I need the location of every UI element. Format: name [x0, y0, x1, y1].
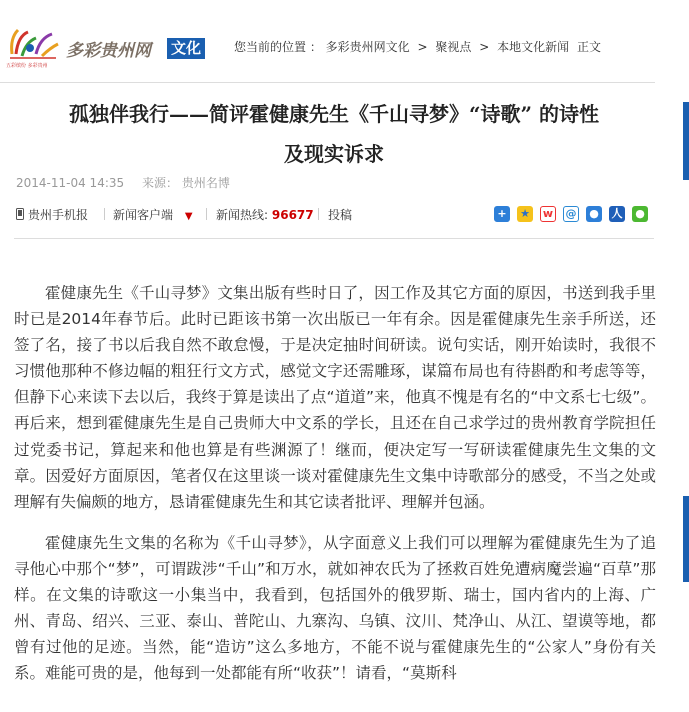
news-client-dropdown[interactable]	[113, 206, 193, 223]
people-icon[interactable]: 人	[609, 206, 625, 222]
breadcrumb-separator: >	[417, 40, 428, 54]
mobile-news-label: 贵州手机报	[28, 208, 89, 222]
breadcrumb-item-local-news[interactable]: 本地文化新闻	[497, 40, 570, 54]
breadcrumb	[234, 38, 601, 55]
breadcrumb-item-focus[interactable]: 聚视点	[435, 40, 472, 54]
article-paragraph: 霍健康先生文集的名称为《千山寻梦》，从字面意义上我们可以理解为霍健康先生为了追寻他心中那个“梦”，可谓跋涉“千山”和万水，就如神农氏为了拯救百姓免遭病魔尝遍“百草”那样。在文集的诗歌这一小集当中，我看到，包括国外的俄罗斯、瑞士，国内省内的上海、广州、青岛、绍兴、三亚、泰山、普陀山、九寨沟、乌镇、汶川、梵净山、从江、望谟等地，都曾有过他的足迹。当然，能“造访”这么多地方，不能不说与霍健康先生的“公家人”身份有关系。难能可贵的是，他每到一处都能有所“收获”！请看，“莫斯科	[14, 533, 656, 683]
news-hotline	[216, 206, 314, 223]
news-client-label: 新闻客户端	[113, 208, 174, 222]
plus-share-icon[interactable]: +	[494, 206, 510, 222]
article-paragraph: 霍健康先生《千山寻梦》文集出版有些时日了，因工作及其它方面的原因，书送到我手里时已是2014年春节后。此时已距该书第一次出版已一年有余。因是霍健康先生亲手所送，还签了名，接了书以后我自然不敢怠慢，于是决定抽时间研读。说句实话，刚开始读时，我很不习惯他那种不修边幅的粗狂行文方式，感觉文字还需雕琢，谋篇布局也有待斟酌和考虑等等，但静下心来读下去以后，我终于算是读出了点“道道”来，他真不愧是有名的“中文系七七级”。再后来，想到霍健康先生是自己贵师大中文系的学长，且还在自己求学过的贵州教育学院担任过党委书记，算起来和他也算是有些渊源了！继而，便决定写一写研读霍健康先生文集的文章。因爱好方面原因，笔者仅在这里谈一谈对霍健康先生文集中诗歌部分的感受，不当之处或理解有失偏颇的地方，恳请霍健康先生和其它读者批评、理解并包涵。	[14, 284, 656, 511]
article-title-line-2: 及现实诉求	[284, 142, 384, 166]
content-divider	[14, 238, 654, 239]
chevron-down-icon: ▼	[184, 211, 193, 222]
toolbar-divider	[104, 208, 105, 220]
tencent-weibo-icon[interactable]: @	[563, 206, 579, 222]
renren-icon[interactable]: ●	[586, 206, 602, 222]
phone-icon	[16, 208, 24, 220]
article-source-label: 来源：	[141, 176, 178, 190]
article-body	[14, 280, 656, 701]
article-title-line-1: 孤独伴我行——简评霍健康先生《千山寻梦》“诗歌” 的诗性	[69, 102, 599, 126]
article-title	[14, 94, 654, 174]
site-header	[0, 0, 689, 80]
toolbar-divider	[318, 208, 319, 220]
breadcrumb-item-culture[interactable]: 多彩贵州网文化	[325, 40, 410, 54]
breadcrumb-separator: >	[479, 40, 490, 54]
article-source[interactable]: 贵州名博	[181, 176, 230, 190]
submit-article-link[interactable]: 投稿	[328, 208, 353, 222]
mobile-news-link[interactable]	[16, 206, 88, 223]
wechat-icon[interactable]: ●	[632, 206, 648, 222]
side-float-tab[interactable]	[683, 496, 689, 582]
site-logo[interactable]	[6, 24, 216, 70]
qzone-icon[interactable]: ★	[517, 206, 533, 222]
logo-channel-badge: 文化	[167, 38, 205, 59]
hotline-label: 新闻热线:	[216, 208, 269, 222]
header-divider	[0, 82, 655, 83]
breadcrumb-item-current: 正文	[576, 40, 601, 54]
hotline-number: 96677	[271, 208, 314, 222]
article-date: 2014-11-04 14:35	[16, 176, 125, 190]
breadcrumb-prefix: 您当前的位置 ：	[234, 40, 322, 54]
side-float-tab[interactable]	[683, 102, 689, 180]
article-toolbar	[16, 206, 656, 226]
logo-text: 多彩贵州网	[66, 41, 151, 61]
toolbar-divider	[206, 208, 207, 220]
article-meta	[16, 174, 230, 191]
weibo-icon[interactable]: w	[540, 206, 556, 222]
logo-subtext: 五彩缤纷 多彩贵州	[6, 63, 48, 69]
